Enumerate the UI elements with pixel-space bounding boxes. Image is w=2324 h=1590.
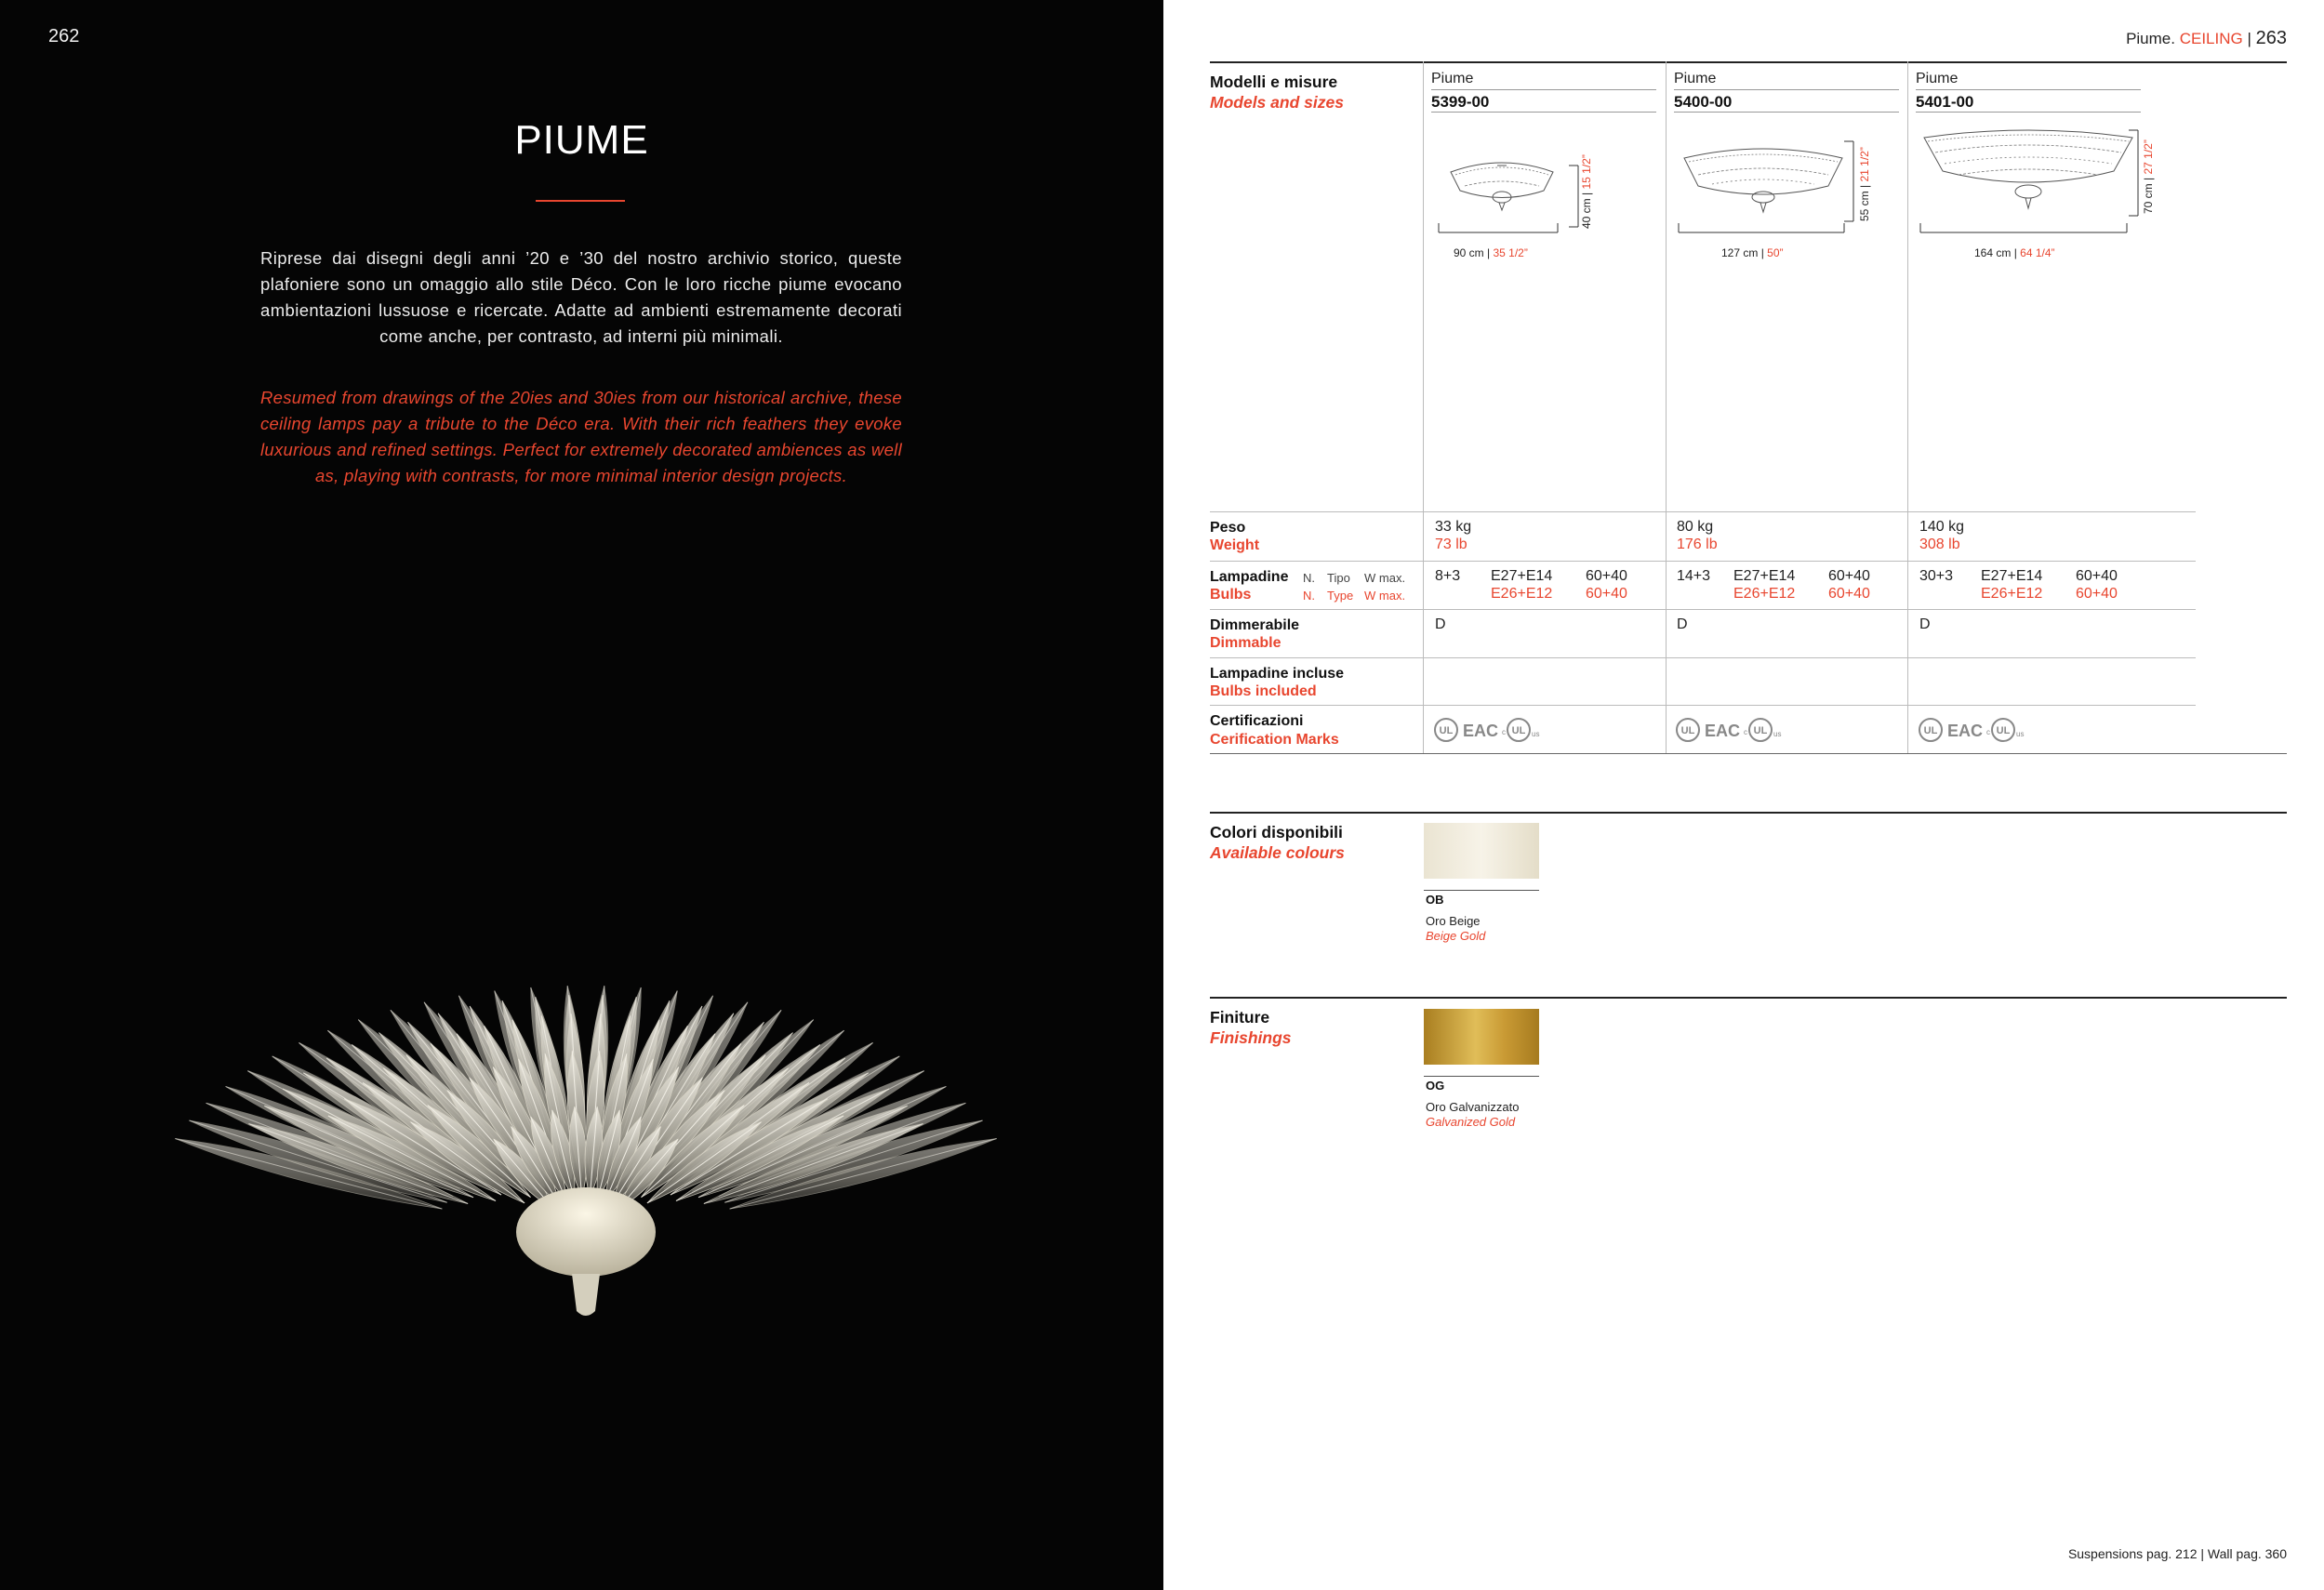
row-separator: [1210, 705, 2196, 706]
bulbs-label-it: Lampadine: [1210, 569, 1289, 585]
eac-icon: [1705, 722, 1740, 740]
eac-icon: [1463, 722, 1498, 740]
product-title: PIUME: [514, 117, 649, 163]
svg-text:c: c: [1502, 728, 1506, 736]
row-separator: [1210, 609, 2196, 610]
bulbs-n-label-it: N.: [1303, 571, 1315, 585]
dimmable-label-it: Dimmerabile: [1210, 617, 1300, 633]
weight-label-en: Weight: [1210, 537, 1260, 553]
bulbs-w-us: 60+40: [1828, 586, 1870, 602]
finish-code: OG: [1426, 1079, 1445, 1093]
page-number-left: 262: [48, 26, 80, 46]
width-label: 127 cm | 50”: [1721, 246, 1784, 259]
table-top-rule: [1210, 61, 2287, 63]
dimmable-label-en: Dimmable: [1210, 635, 1282, 651]
width-dimension-line: [1919, 221, 2129, 240]
header-category: CEILING: [2179, 30, 2243, 47]
height-label: 40 cm | 15 1/2”: [1580, 154, 1593, 229]
svg-text:us: us: [2016, 730, 2025, 738]
width-label: 90 cm | 35 1/2”: [1454, 246, 1528, 259]
weight-kg: 140 kg: [1919, 519, 1965, 535]
colour-name-it: Oro Beige: [1426, 914, 1481, 928]
svg-text:UL: UL: [1511, 725, 1526, 736]
cross-reference-footer: Suspensions pag. 212 | Wall pag. 360: [2067, 1546, 2287, 1561]
row-separator: [1210, 561, 2196, 562]
included-label-it: Lampadine incluse: [1210, 666, 1345, 682]
finish-name-en: Galvanized Gold: [1426, 1115, 1516, 1129]
bulbs-w-us: 60+40: [1586, 586, 1627, 602]
description-italian: Riprese dai disegni degli anni ’20 e ’30 del nostro archivio storico, queste plafoniere sono un omaggio allo stile Déco. Con le loro ricche piume evocano ambientazioni lussuose e ricercate. Adatte ad ambienti estremamente decorati come anche, per contrasto, ad interni più minimali.: [260, 248, 902, 346]
colour-name-en: Beige Gold: [1426, 929, 1486, 943]
bulbs-type-label-it: Tipo: [1327, 571, 1350, 585]
chandelier-drawing: [1917, 126, 2140, 229]
model-code-rule: [1431, 112, 1656, 113]
model-name-rule: [1431, 89, 1656, 90]
bulbs-w: 60+40: [1586, 568, 1627, 584]
bulbs-type-us: E26+E12: [1491, 586, 1553, 602]
model-name: Piume: [1431, 71, 1474, 86]
svg-text:UL: UL: [1996, 725, 2011, 736]
bulbs-w-us: 60+40: [2076, 586, 2118, 602]
swatch-rule: [1424, 1076, 1539, 1077]
svg-text:EAC: EAC: [1463, 722, 1499, 740]
page-number-right: 263: [2255, 28, 2287, 48]
table-bottom-rule: [1210, 753, 2287, 754]
header-separator: |: [2247, 30, 2251, 47]
description-english: Resumed from drawings of the 20ies and 30ies from our historical archive, these ceiling lamps pay a tribute to the Déco era. With their rich feathers they evoke luxurious and refined settings. Perfect for extremely decorated ambiences as well as, playing with contrasts, for more minimal interior design projects.: [260, 388, 902, 485]
bulbs-type-label-en: Type: [1327, 589, 1354, 603]
svg-text:UL: UL: [1753, 725, 1768, 736]
model-code-rule: [1916, 112, 2141, 113]
bulbs-type-us: E26+E12: [1981, 586, 2043, 602]
model-code: 5400-00: [1674, 93, 1733, 111]
weight-lb: 176 lb: [1677, 537, 1718, 552]
piume-chandelier-photo: [93, 669, 1079, 1339]
finishings-label-it: Finiture: [1210, 1008, 1270, 1027]
svg-text:EAC: EAC: [1947, 722, 1984, 740]
height-label: 70 cm | 27 1/2”: [2142, 139, 2155, 214]
dimmable-value: D: [1435, 616, 1446, 632]
finishings-top-rule: [1210, 997, 2287, 999]
weight-kg: 80 kg: [1677, 519, 1714, 535]
finish-name-it: Oro Galvanizzato: [1426, 1100, 1520, 1114]
included-label-en: Bulbs included: [1210, 683, 1317, 699]
bulbs-n: 8+3: [1435, 568, 1461, 584]
svg-text:c: c: [1744, 728, 1747, 736]
models-label-en: Models and sizes: [1210, 93, 1344, 112]
colours-top-rule: [1210, 812, 2287, 814]
header-prefix: Piume.: [2126, 30, 2180, 47]
bulbs-label-en: Bulbs: [1210, 587, 1252, 603]
svg-text:EAC: EAC: [1705, 722, 1741, 740]
width-label: 164 cm | 64 1/4”: [1974, 246, 2055, 259]
bulbs-type: E27+E14: [1733, 568, 1796, 584]
finishings-label-en: Finishings: [1210, 1028, 1292, 1047]
dimmable-value: D: [1677, 616, 1688, 632]
model-name-rule: [1674, 89, 1899, 90]
svg-text:UL: UL: [1923, 725, 1938, 736]
colours-label-en: Available colours: [1210, 843, 1345, 862]
models-label-it: Modelli e misure: [1210, 73, 1338, 91]
model-name: Piume: [1674, 71, 1717, 86]
right-page: [1163, 0, 2324, 1590]
swatch-rule: [1424, 890, 1539, 891]
cert-label-en: Cerification Marks: [1210, 732, 1339, 748]
svg-text:UL: UL: [1439, 725, 1454, 736]
cul-us-icon: [1502, 719, 1539, 741]
svg-text:UL: UL: [1680, 725, 1695, 736]
eac-icon: [1947, 722, 1983, 740]
bulbs-n-label-en: N.: [1303, 589, 1315, 603]
weight-lb: 73 lb: [1435, 537, 1467, 552]
model-code-rule: [1674, 112, 1899, 113]
column-divider: [1907, 61, 1908, 753]
model-code: 5399-00: [1431, 93, 1490, 111]
ul-icon: [1435, 719, 1457, 741]
height-label: 55 cm | 21 1/2”: [1858, 147, 1871, 221]
bulbs-type: E27+E14: [1491, 568, 1553, 584]
width-dimension-line: [1437, 221, 1560, 240]
width-dimension-line: [1677, 221, 1846, 240]
weight-label-it: Peso: [1210, 520, 1246, 536]
cul-us-icon: [1744, 719, 1781, 741]
dimmable-value: D: [1919, 616, 1931, 632]
colour-code: OB: [1426, 893, 1444, 907]
svg-text:c: c: [1986, 728, 1990, 736]
weight-lb: 308 lb: [1919, 537, 1960, 552]
title-underline: [536, 200, 625, 202]
cul-us-icon: [1986, 719, 2024, 741]
column-divider: [1666, 61, 1667, 753]
bulbs-w-label-it: W max.: [1364, 571, 1406, 585]
weight-kg: 33 kg: [1435, 519, 1472, 535]
bulbs-n: 30+3: [1919, 568, 1954, 584]
svg-text:us: us: [1532, 730, 1540, 738]
finish-swatch-og[interactable]: [1424, 1009, 1539, 1065]
bulbs-n: 14+3: [1677, 568, 1711, 584]
colour-swatch-ob[interactable]: [1424, 823, 1539, 879]
bulbs-w-label-en: W max.: [1364, 589, 1406, 603]
row-separator: [1210, 657, 2196, 658]
row-separator: [1210, 511, 2196, 512]
certification-marks: [1433, 716, 1545, 744]
bulbs-type: E27+E14: [1981, 568, 2043, 584]
page-header: [2126, 28, 2287, 49]
column-divider: [1423, 61, 1424, 753]
ul-icon: [1677, 719, 1699, 741]
bulbs-w: 60+40: [2076, 568, 2118, 584]
certification-marks: [1918, 716, 2029, 744]
model-name: Piume: [1916, 71, 1959, 86]
model-name-rule: [1916, 89, 2141, 90]
cert-label-it: Certificazioni: [1210, 713, 1304, 729]
model-code: 5401-00: [1916, 93, 1974, 111]
ul-icon: [1919, 719, 1942, 741]
bulbs-w: 60+40: [1828, 568, 1870, 584]
certification-marks: [1675, 716, 1786, 744]
svg-text:us: us: [1773, 730, 1782, 738]
colours-label-it: Colori disponibili: [1210, 823, 1343, 841]
chandelier-drawing: [1675, 139, 1852, 232]
bulbs-type-us: E26+E12: [1733, 586, 1796, 602]
